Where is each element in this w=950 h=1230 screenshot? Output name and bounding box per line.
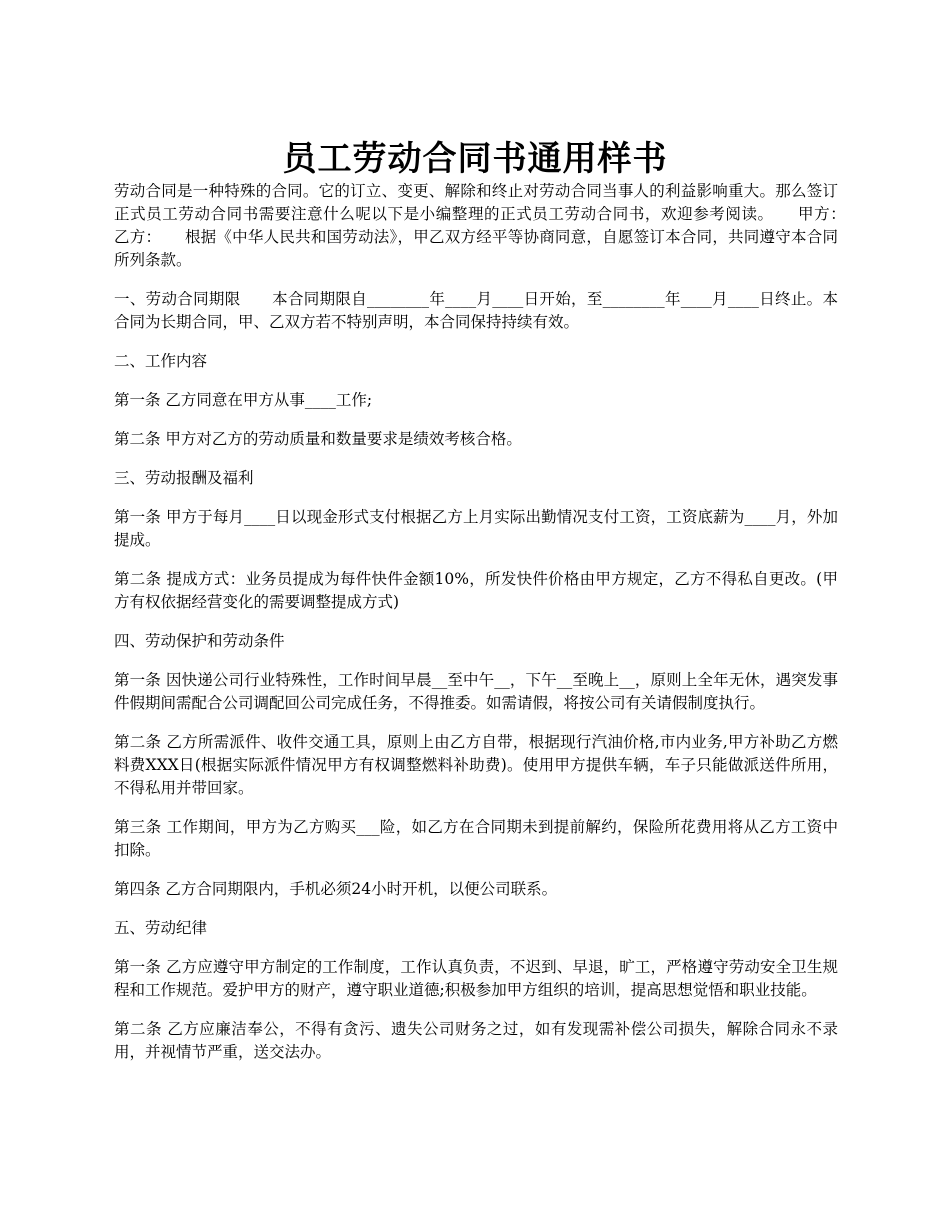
clause-paragraph: 第二条 提成方式：业务员提成为每件快件金额10%，所发快件价格由甲方规定，乙方不得私自更改。(甲方有权依据经营变化的需要调整提成方式) [114,570,838,611]
clause-paragraph: 第二条 甲方对乙方的劳动质量和数量要求是绩效考核合格。 [114,430,522,448]
clause-paragraph: 第三条 工作期间，甲方为乙方购买___险，如乙方在合同期未到提前解约，保险所花费用将从乙方工资中扣除。 [114,818,838,859]
clause-paragraph: 第二条 乙方所需派件、收件交通工具，原则上由乙方自带，根据现行汽油价格,市内业务,甲方补助乙方燃料费XXX日(根据实际派件情况甲方有权调整燃料补助费)。使用甲方提供车辆，车子只能做派送件所用，不得私用并带回家。 [114,733,838,797]
section-heading-remuneration: 三、劳动报酬及福利 [114,469,254,487]
document-title: 员工劳动合同书通用样书 [282,138,668,179]
clause-paragraph: 第一条 因快递公司行业特殊性，工作时间早晨__至中午__，下午__至晚上__，原则上全年无休，遇突发事件假期间需配合公司调配回公司完成任务，不得推委。如需请假，将按公司有关请假制度执行。 [114,671,838,712]
document-body [114,180,870,1080]
clause-paragraph: 第一条 甲方于每月____日以现金形式支付根据乙方上月实际出勤情况支付工资，工资底薪为____月，外加提成。 [114,508,838,549]
section-contract-term: 一、劳动合同期限 本合同期限自________年____月____日开始，至________年____月____日终止。本合同为长期合同，甲、乙双方若不特别声明，本合同保持持续有效。 [114,290,838,331]
clause-paragraph: 第一条 乙方同意在甲方从事____工作; [114,391,373,409]
section-heading-labor-discipline: 五、劳动纪律 [114,919,208,937]
clause-paragraph: 第二条 乙方应廉洁奉公，不得有贪污、遗失公司财务之过，如有发现需补偿公司损失，解除合同永不录用，并视情节严重，送交法办。 [114,1020,838,1061]
section-heading-work-content: 二、工作内容 [114,352,208,370]
intro-paragraph: 劳动合同是一种特殊的合同。它的订立、变更、解除和终止对劳动合同当事人的利益影响重大。那么签订正式员工劳动合同书需要注意什么呢以下是小编整理的正式员工劳动合同书，欢迎参考阅读。 甲方： 乙方： 根据《中华人民共和国劳动法》，甲乙双方经平等协商同意，自愿签订本合同，共同遵守本合同所列条款。 [114,182,870,269]
clause-paragraph: 第四条 乙方合同期限内，手机必须24小时开机，以便公司联系。 [114,880,558,898]
clause-paragraph: 第一条 乙方应遵守甲方制定的工作制度，工作认真负责，不迟到、早退，旷工，严格遵守劳动安全卫生规程和工作规范。爱护甲方的财产，遵守职业道德;积极参加甲方组织的培训，提高思想觉悟和职业技能。 [114,958,838,999]
section-heading-labor-protection: 四、劳动保护和劳动条件 [114,632,285,650]
